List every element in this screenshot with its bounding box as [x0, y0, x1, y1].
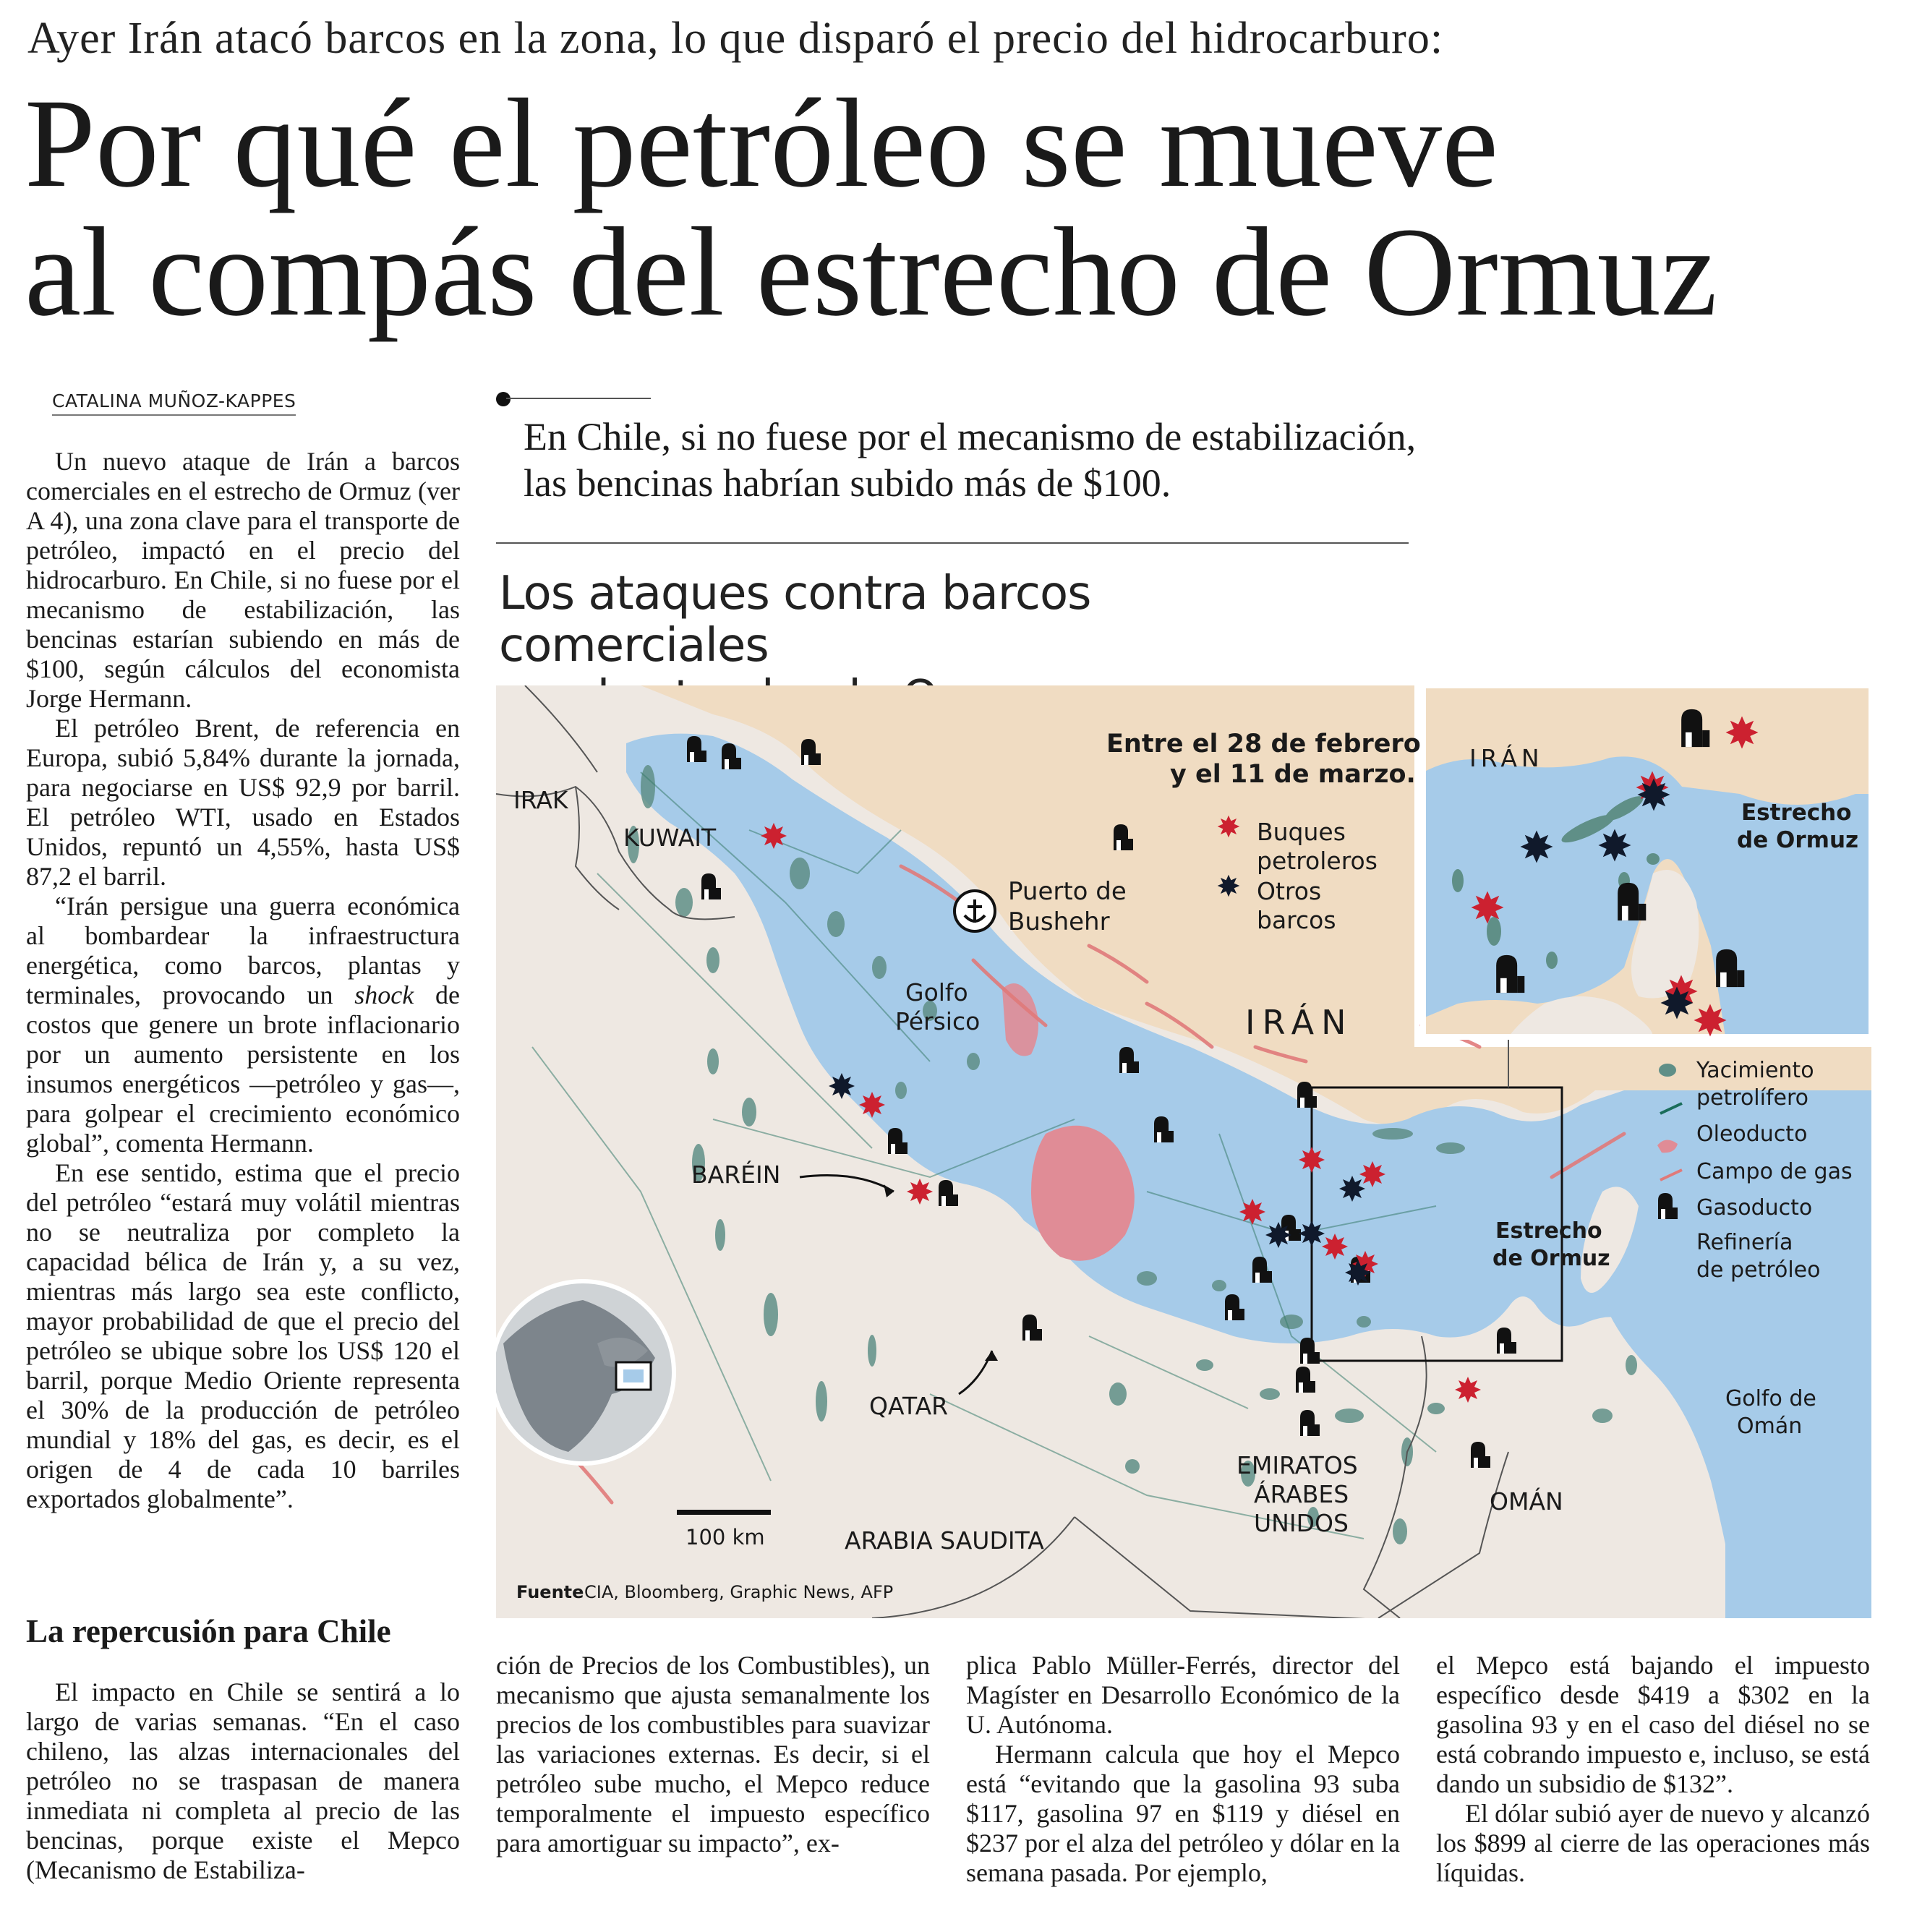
- paragraph: Hermann calcula que hoy el Mepco está “evitando que la gasolina 93 suba $117, gasolina 97 en $119 y diésel en $237 por el alza del petróleo y dólar en la semana pasada. Por ejemplo,: [966, 1740, 1400, 1887]
- label-estrecho-1: Estrecho: [1495, 1218, 1602, 1244]
- deck-rule: [506, 398, 651, 399]
- label-barein: BARÉIN: [691, 1161, 781, 1189]
- paragraph: ción de Precios de los Combustibles), un mecanismo que ajusta semanalmente los precios de los combustibles para suavizar las variaciones externas. Es decir, si el petróleo sube mucho, el Mepco reduce temporalmente el impuesto específico para amortiguar su impacto”, ex-: [496, 1651, 930, 1858]
- article-column-2: [496, 1651, 930, 1858]
- deck-line-2: las bencinas habrían subido más de $100.: [524, 461, 1171, 505]
- paragraph: Un nuevo ataque de Irán a barcos comerciales en el estrecho de Ormuz (ver A 4), una zona clave para el transporte de petróleo, impactó en el precio del hidrocarburo. En Chile, si no fuese por el mecanismo de estabilización, las bencinas estarían subiendo en más de $100, según cálculos del economista Jorge Hermann.: [26, 447, 460, 713]
- paragraph: el Mepco está bajando el impuesto específico desde $419 a $302 en la gasolina 93 y en el caso del diésel no se está cobrando impuesto e, incluso, se está dando un subsidio de $132”.: [1436, 1651, 1870, 1798]
- legend-oil-field-1: Yacimiento: [1696, 1058, 1814, 1083]
- label-golfo-oman-1: Golfo de: [1725, 1386, 1816, 1411]
- legend-black-1: Otros: [1257, 877, 1322, 905]
- date-range-line-1: Entre el 28 de febrero: [1106, 730, 1421, 758]
- label-golfo-oman-2: Omán: [1737, 1414, 1803, 1439]
- article-column-left-bottom: [26, 1677, 460, 1885]
- paragraph: El petróleo Brent, de referencia en Europa, subió 5,84% durante la jornada, para negociarse en US$ 92,9 por barril. El petróleo WTI, usado en Estados Unidos, repuntó un 4,55%, hasta US$ 87,2 el barril.: [26, 714, 460, 891]
- headline: [25, 73, 1717, 343]
- scale-bar: [677, 1510, 771, 1515]
- label-puerto-2: Bushehr: [1008, 907, 1110, 936]
- source-text: CIA, Bloomberg, Graphic News, AFP: [584, 1582, 894, 1602]
- label-emiratos-1: EMIRATOS: [1237, 1451, 1358, 1479]
- legend-oil-field-2: petrolífero: [1696, 1085, 1809, 1111]
- label-estrecho-2: de Ormuz: [1492, 1246, 1610, 1271]
- kicker: Ayer Irán atacó barcos en la zona, lo que disparó el precio del hidrocarburo:: [27, 14, 1444, 63]
- article-column-left: [26, 447, 460, 1514]
- date-range-line-2: y el 11 de marzo.: [1170, 760, 1416, 789]
- label-iran: IRÁN: [1245, 1003, 1354, 1042]
- label-golfo-2: Pérsico: [895, 1007, 981, 1035]
- label-scale: 100 km: [686, 1525, 765, 1550]
- deck: [524, 414, 1464, 506]
- legend-refinery-1: Refinería: [1696, 1230, 1793, 1255]
- label-emiratos-3: UNIDOS: [1254, 1509, 1349, 1537]
- label-puerto-1: Puerto de: [1008, 877, 1127, 906]
- legend-gas-pipeline: Gasoducto: [1696, 1195, 1813, 1221]
- inset-label-iran: IRÁN: [1469, 744, 1544, 772]
- map-title-line-1: Los ataques contra barcos comerciales: [499, 567, 1091, 672]
- article-column-4: [1436, 1651, 1870, 1888]
- label-emiratos-2: ÁRABES: [1254, 1480, 1349, 1508]
- deck-bottom-rule: [496, 542, 1409, 544]
- source-label: Fuente: [516, 1582, 584, 1602]
- headline-line-2: al compás del estrecho de Ormuz: [25, 202, 1717, 343]
- paragraph: El impacto en Chile se sentirá a lo largo de varias semanas. “En el caso chileno, las alzas internacionales del petróleo no se traspasan de manera inmediata ni completa al precio de las bencinas, porque existe el Mepco (Mecanismo de Estabiliza-: [26, 1677, 460, 1884]
- label-golfo-1: Golfo: [905, 978, 968, 1006]
- legend-red-1: Buques: [1257, 818, 1346, 846]
- map-graphic: [496, 685, 1871, 1618]
- article-column-3: [966, 1651, 1400, 1888]
- inset-label-estrecho-1: Estrecho: [1741, 800, 1852, 826]
- headline-line-1: Por qué el petróleo se mueve: [25, 73, 1499, 214]
- paragraph: “Irán persigue una guerra económica al bombardear la infraestructura energética, como barcos, plantas y terminales, provocando un shock de costos que genere un brote inflacionario por un aumento persistente en los insumos energéticos —petróleo y gas—, para golpear el crecimiento económico global”, comenta Hermann.: [26, 892, 461, 1158]
- inset-label-estrecho-2: de Ormuz: [1737, 827, 1859, 853]
- legend-pipeline: Oleoducto: [1696, 1121, 1808, 1147]
- deck-line-1: En Chile, si no fuese por el mecanismo de estabilización,: [524, 415, 1417, 458]
- label-arabia: ARABIA SAUDITA: [845, 1526, 1044, 1555]
- legend-black-2: barcos: [1257, 906, 1336, 934]
- label-kuwait: KUWAIT: [623, 824, 717, 852]
- paragraph: plica Pablo Müller-Ferrés, director del Magíster en Desarrollo Económico de la U. Autónoma.: [966, 1651, 1400, 1739]
- subhead: La repercusión para Chile: [26, 1613, 391, 1649]
- label-oman: OMÁN: [1490, 1487, 1563, 1516]
- legend-gas-field: Campo de gas: [1696, 1159, 1853, 1184]
- locator-globe: [496, 1281, 674, 1463]
- label-qatar: QATAR: [869, 1392, 949, 1420]
- inset-map: [1423, 685, 1871, 1037]
- paragraph: En ese sentido, estima que el precio del petróleo “estará muy volátil mientras no se neutraliza por completo la capacidad bélica de Irán y, a su vez, mientras más largo sea este conflicto, mayor probabilidad de que el precio del petróleo se ubique sobre los US$ 120 el barril, porque Medio Oriente representa el 30% de la producción de petróleo mundial y 18% del gas, es decir, es el origen de 4 de cada 10 barriles exportados globalmente”.: [26, 1158, 460, 1513]
- legend-red-2: petroleros: [1257, 847, 1378, 875]
- label-irak: IRAK: [513, 786, 568, 814]
- paragraph: El dólar subió ayer de nuevo y alcanzó los $899 al cierre de las operaciones más líquidas.: [1436, 1799, 1870, 1887]
- port-anchor-icon: [954, 891, 995, 931]
- legend-refinery-2: de petróleo: [1696, 1257, 1821, 1283]
- byline: CATALINA MUÑOZ-KAPPES: [52, 390, 296, 416]
- italic-word: shock: [354, 980, 414, 1009]
- deck-bullet: [496, 392, 511, 406]
